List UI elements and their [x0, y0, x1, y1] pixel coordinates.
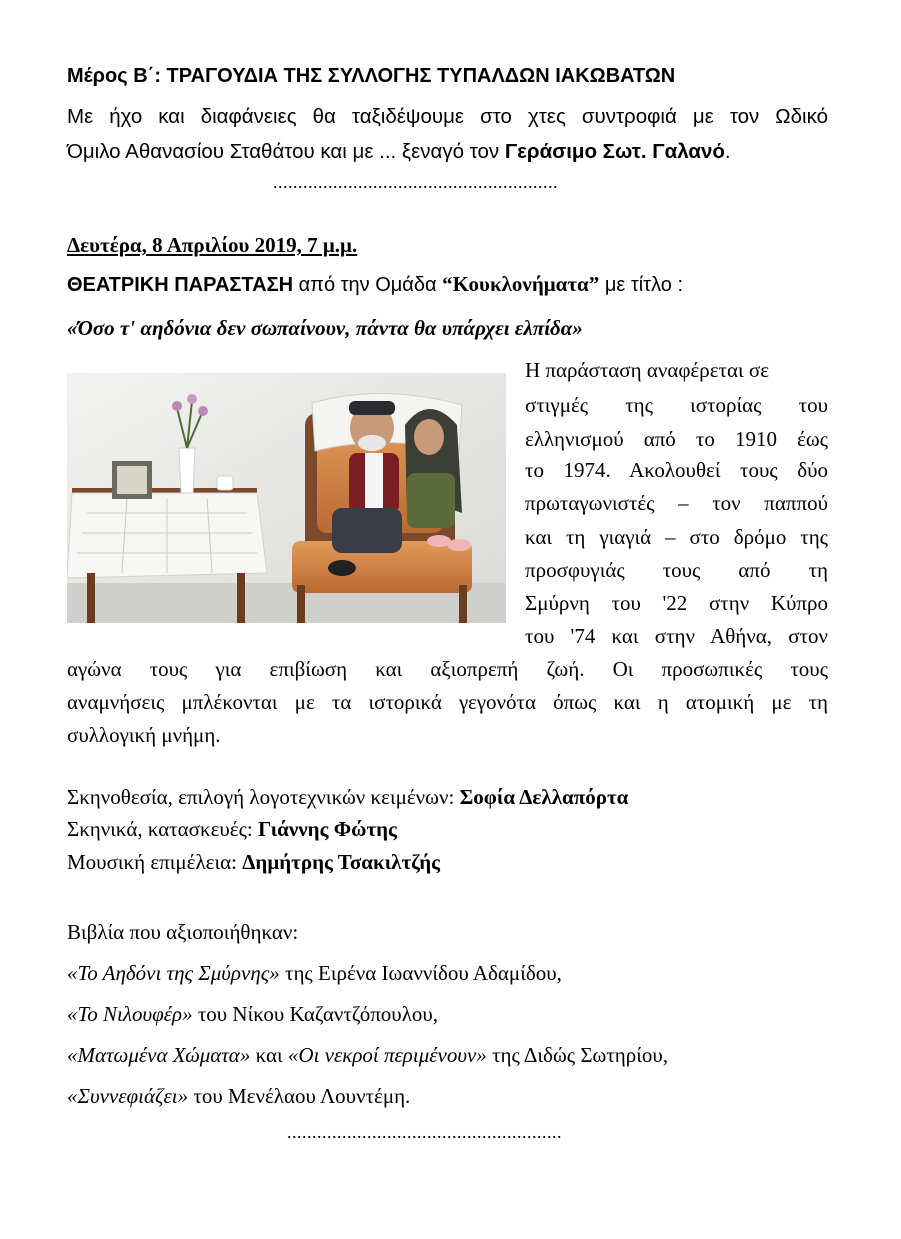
music-name: Δημήτρης Τσακιλτζής — [242, 850, 441, 874]
group-name: “Κουκλονήματα” — [442, 272, 600, 296]
sets-name: Γιάννης Φώτης — [258, 817, 397, 841]
books-heading: Βιβλία που αξιοποιήθηκαν: — [67, 920, 299, 944]
credit-direction — [67, 784, 628, 810]
event-from: από την Ομάδα — [293, 274, 443, 296]
desc-full-line-2: αναμνήσεις μπλέκονται με τα ιστορικά γεγονότα όπως και η ατομική με τη — [67, 690, 828, 714]
desc-side-line-3: ελληνισμού από το 1910 έως — [525, 427, 828, 451]
book-4-author: του Μενέλαου Λουντέμη. — [188, 1084, 411, 1108]
event-line — [67, 271, 683, 298]
book-3-title-b: «Οι νεκροί περιμένουν» — [287, 1043, 487, 1067]
desc-full-line-1: αγώνα τους για επιβίωση και αξιοπρεπή ζωή. Οι προσωπικές τους — [67, 657, 828, 681]
part-label: Μέρος Β΄ — [67, 65, 155, 87]
desc-side-line-6: και τη γιαγιά – στο δρόμο της — [525, 525, 828, 549]
desc-side-line-7: προσφυγιάς τους από τη — [525, 558, 828, 582]
sets-label: Σκηνικά, κατασκευές: — [67, 817, 259, 841]
guide-name: Γεράσιμο Σωτ. Γαλανό — [504, 140, 725, 163]
book-2 — [67, 1001, 438, 1027]
event-title-label: με τίτλο : — [599, 274, 684, 296]
event-date — [67, 232, 357, 258]
book-1-title: «Το Αηδόνι της Σμύρνης» — [67, 961, 280, 985]
book-3 — [67, 1042, 668, 1068]
book-3-author: της Διδώς Σωτηρίου, — [486, 1043, 669, 1067]
event-type: ΘΕΑΤΡΙΚΗ ΠΑΡΑΣΤΑΣΗ — [67, 274, 294, 296]
direction-label: Σκηνοθεσία, επιλογή λογοτεχνικών κειμένων: — [67, 785, 460, 809]
separator-2: ....................................................... — [287, 1122, 562, 1142]
intro-period: . — [724, 140, 731, 163]
book-1-comma: , — [556, 961, 562, 985]
desc-side-line-1: Η παράσταση αναφέρεται σε — [525, 358, 770, 382]
book-2-author: του Νίκου Καζαντζόπουλου, — [192, 1002, 439, 1026]
intro-line-1: Με ήχο και διαφάνειες θα ταξιδέψουμε στο χτες συντροφιά με τον Ωδικό — [67, 105, 828, 128]
part-heading — [67, 63, 675, 89]
play-title-text: «Όσο τ' αηδόνια δεν σωπαίνουν, πάντα θα υπάρχει ελπίδα» — [67, 316, 583, 340]
desc-full-line-3: συλλογική μνήμη. — [67, 723, 221, 747]
book-4-title: «Συννεφιάζει» — [67, 1084, 189, 1108]
desc-side-line-8: Σμύρνη του '22 στην Κύπρο — [525, 591, 828, 615]
music-label: Μουσική επιμέλεια: — [67, 850, 243, 874]
credit-music — [67, 849, 440, 875]
direction-name: Σοφία Δελλαπόρτα — [459, 785, 629, 809]
part-title: : ΤΡΑΓΟΥΔΙΑ ΤΗΣ ΣΥΛΛΟΓΗΣ ΤΥΠΑΛΔΩΝ ΙΑΚΩΒΑΤΩΝ — [154, 65, 676, 87]
intro-line-2 — [67, 139, 731, 165]
book-3-and: και — [250, 1043, 288, 1067]
book-1 — [67, 960, 562, 986]
desc-side-line-2: στιγμές της ιστορίας του — [525, 393, 828, 417]
book-4 — [67, 1083, 410, 1109]
puppets-photo — [67, 373, 506, 623]
book-2-title: «Το Νιλουφέρ» — [67, 1002, 193, 1026]
play-title — [67, 315, 583, 341]
desc-side-line-9: του '74 και στην Αθήνα, στον — [525, 624, 828, 648]
desc-side-line-5: πρωταγωνιστές – τον παππού — [525, 491, 828, 515]
book-3-title-a: «Ματωμένα Χώματα» — [67, 1043, 251, 1067]
intro-text: Όμιλο Αθανασίου Σταθάτου και με ... ξεναγό τον — [67, 140, 505, 163]
credit-sets — [67, 816, 397, 842]
event-date-text: Δευτέρα, 8 Απριλίου 2019, 7 μ.μ. — [67, 233, 358, 257]
separator-1: ......................................................... — [273, 172, 558, 192]
book-1-author: της Ειρένα Ιωαννίδου Αδαμίδου — [279, 961, 557, 985]
desc-side-line-4: το 1974. Ακολουθεί τους δύο — [525, 458, 828, 482]
